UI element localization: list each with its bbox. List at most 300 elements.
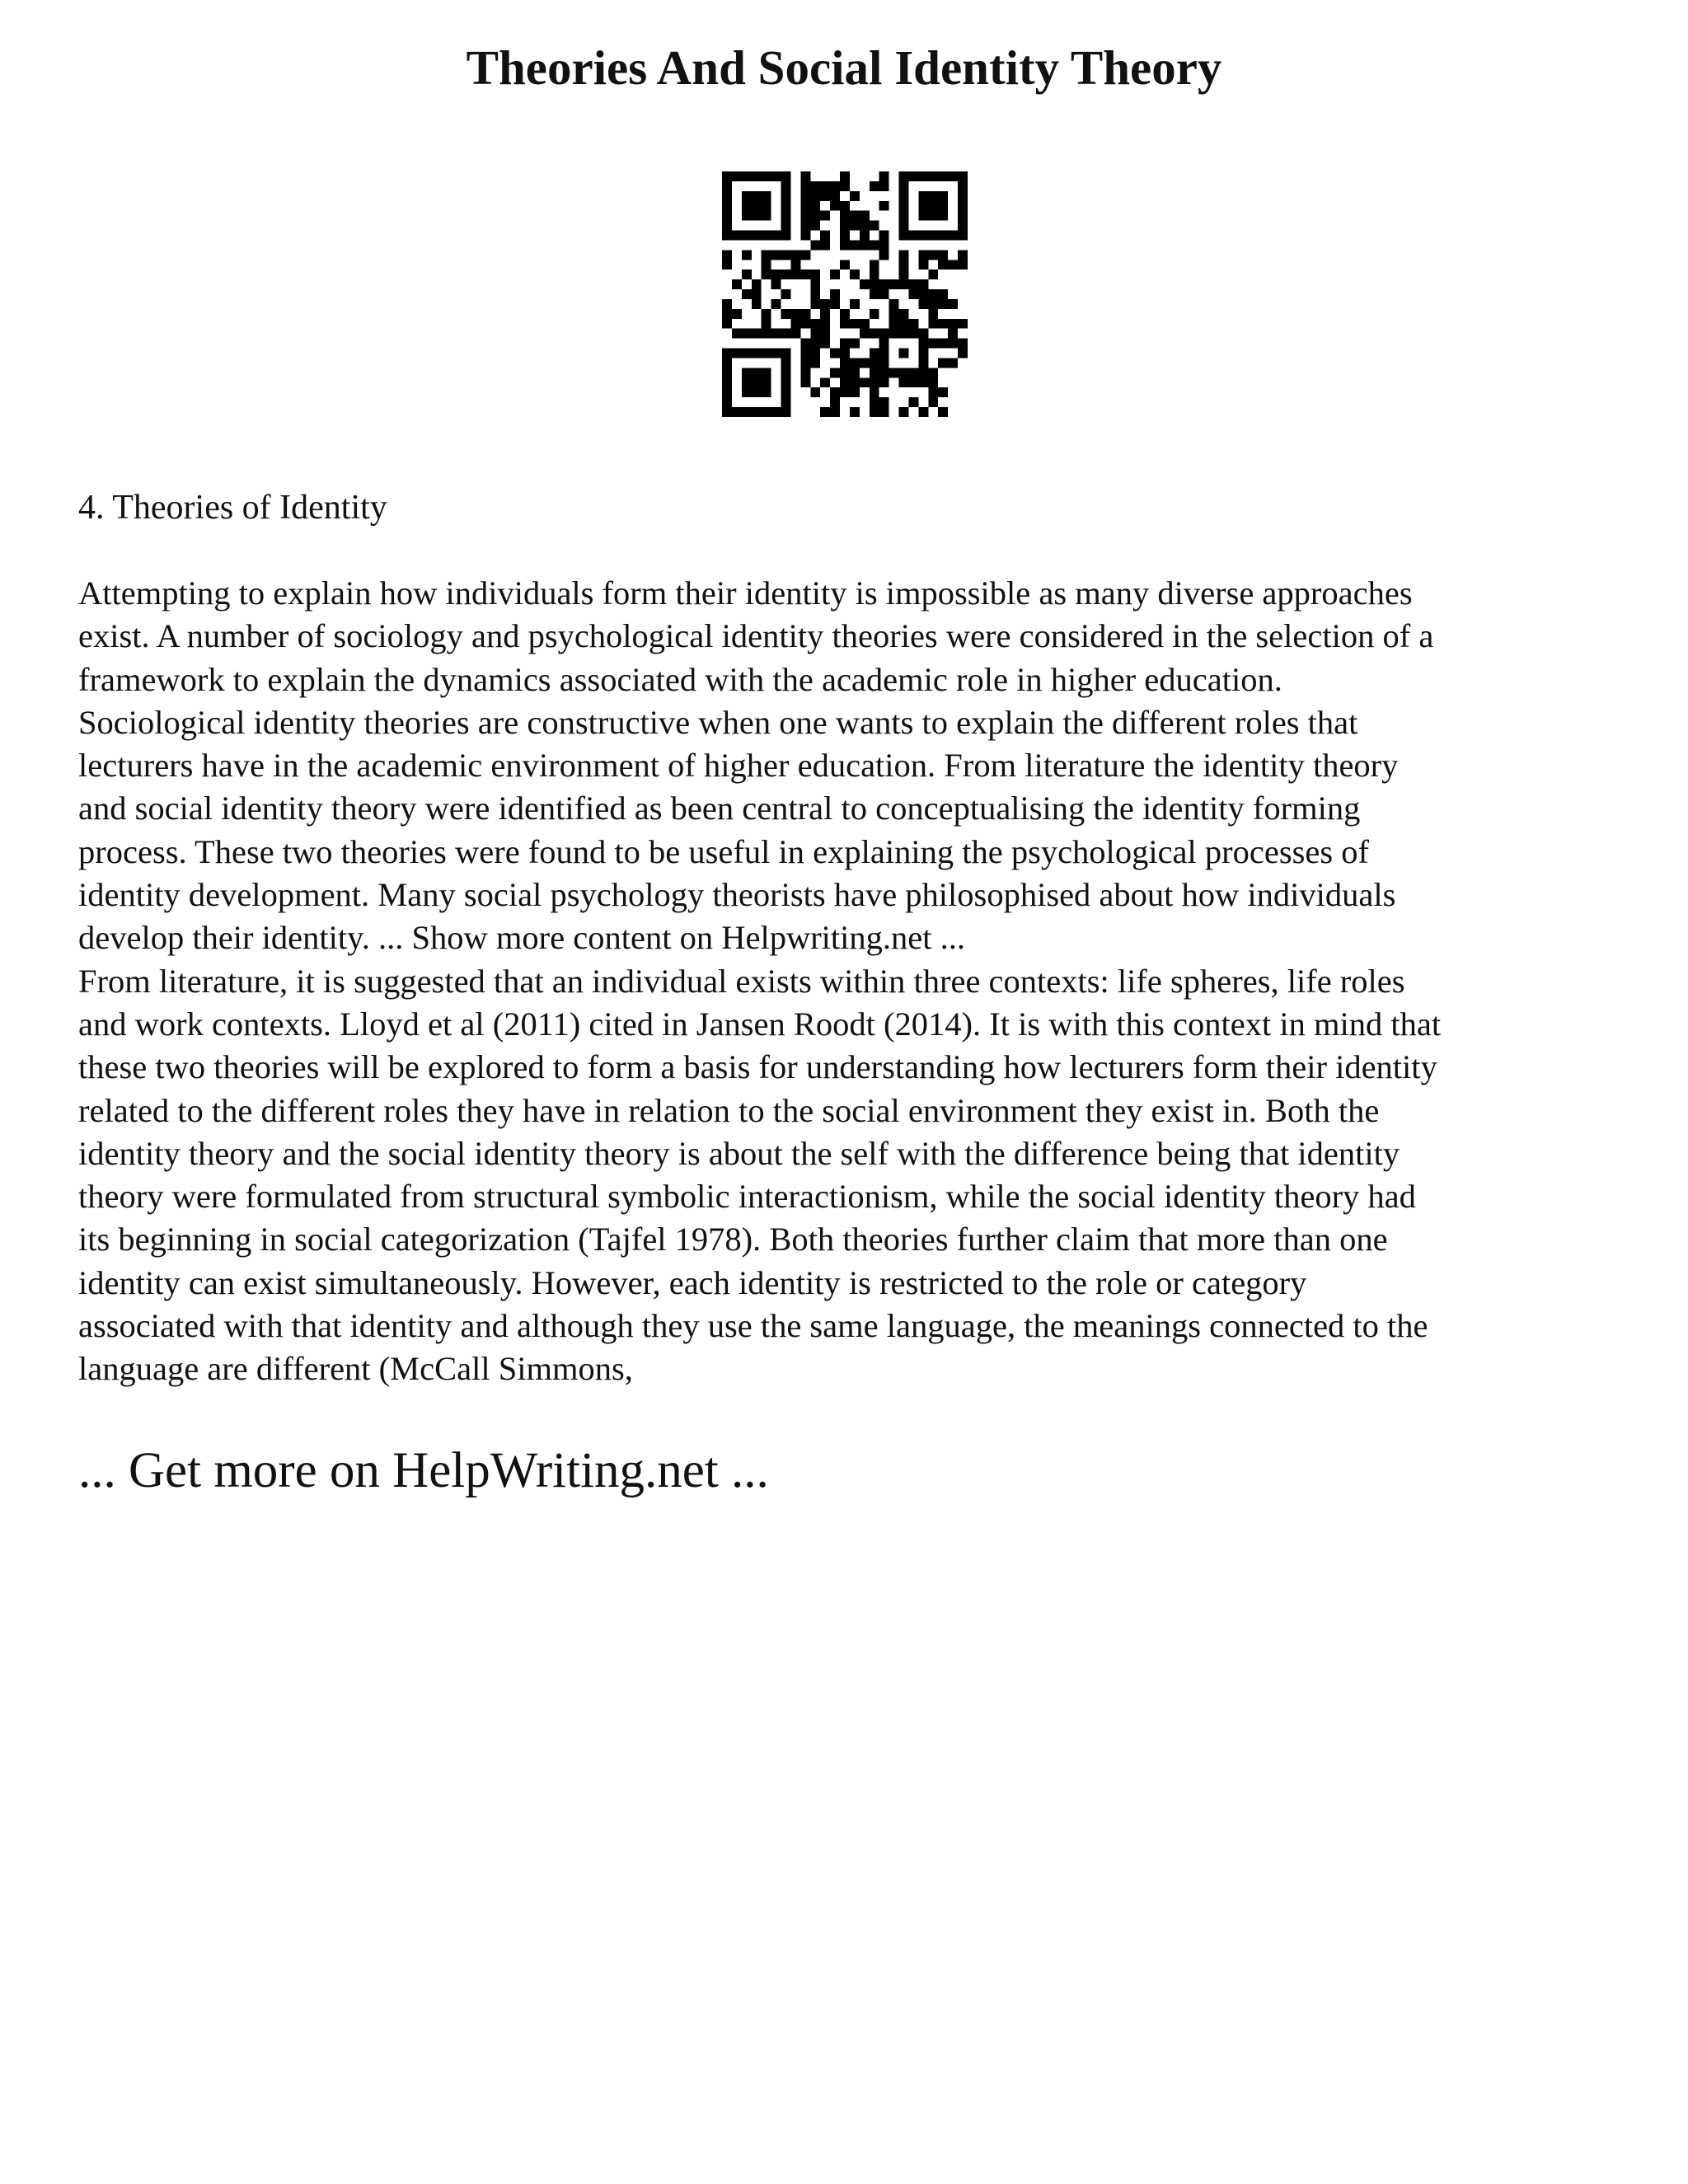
paragraph-line: and social identity theory were identified as been central to conceptualising the identity forming xyxy=(78,790,1361,827)
qr-module xyxy=(948,329,958,339)
qr-module xyxy=(938,260,948,269)
qr-module xyxy=(899,269,909,279)
qr-module xyxy=(850,211,860,221)
qr-module xyxy=(958,349,968,359)
qr-module xyxy=(840,339,850,349)
qr-module xyxy=(762,407,771,417)
qr-module xyxy=(899,191,909,201)
qr-module xyxy=(732,349,742,359)
qr-module xyxy=(762,191,771,201)
qr-module xyxy=(850,377,860,387)
qr-module xyxy=(908,377,918,387)
qr-module xyxy=(820,407,830,417)
paragraph-line: Sociological identity theories are constructive when one wants to explain the different roles that xyxy=(78,703,1358,741)
qr-module xyxy=(850,240,860,250)
qr-module xyxy=(722,407,732,417)
qr-module xyxy=(928,319,938,329)
qr-module xyxy=(752,368,762,377)
qr-module xyxy=(879,339,889,349)
paragraph-line: its beginning in social categorization (Tajfel 1978). Both theories further claim that more than one xyxy=(78,1221,1388,1258)
qr-module xyxy=(742,329,752,339)
qr-module xyxy=(938,231,948,241)
qr-module xyxy=(800,319,810,329)
qr-module xyxy=(958,260,968,269)
qr-module xyxy=(752,171,762,181)
qr-module xyxy=(918,250,928,260)
qr-module xyxy=(918,339,928,349)
qr-module xyxy=(938,407,948,417)
qr-module xyxy=(899,260,909,269)
qr-module xyxy=(879,231,889,241)
qr-module xyxy=(722,171,732,181)
qr-module xyxy=(732,171,742,181)
qr-module xyxy=(938,339,948,349)
qr-module xyxy=(732,329,742,339)
qr-module xyxy=(732,231,742,241)
qr-module xyxy=(790,260,800,269)
qr-module xyxy=(722,181,732,191)
qr-module xyxy=(790,329,800,339)
qr-module xyxy=(781,201,791,211)
qr-module xyxy=(889,279,899,289)
qr-module xyxy=(810,211,820,221)
qr-module xyxy=(899,250,909,260)
qr-module xyxy=(928,368,938,377)
qr-module xyxy=(918,407,928,417)
qr-module xyxy=(742,269,752,279)
qr-module xyxy=(752,211,762,221)
qr-module xyxy=(810,279,820,289)
qr-module xyxy=(870,329,879,339)
qr-module xyxy=(742,289,752,299)
paragraph-line: identity development. Many social psychology theorists have philosophised about how individuals xyxy=(78,876,1396,914)
qr-module xyxy=(840,309,850,319)
qr-module xyxy=(928,397,938,407)
qr-module xyxy=(810,299,820,309)
qr-module xyxy=(899,319,909,329)
qr-module xyxy=(820,211,830,221)
qr-module xyxy=(860,231,870,241)
qr-module xyxy=(870,377,879,387)
qr-module xyxy=(840,181,850,191)
qr-module xyxy=(762,201,771,211)
qr-module xyxy=(928,269,938,279)
qr-module xyxy=(742,171,752,181)
qr-module xyxy=(850,299,860,309)
paragraph-line: identity theory and the social identity theory is about the self with the difference being that identity xyxy=(78,1134,1400,1172)
qr-module xyxy=(899,221,909,231)
qr-module xyxy=(771,250,781,260)
qr-module xyxy=(752,387,762,397)
qr-module xyxy=(840,387,850,397)
qr-module xyxy=(918,358,928,368)
qr-module xyxy=(762,260,771,269)
qr-module xyxy=(722,260,732,269)
qr-module xyxy=(958,250,968,260)
qr-module xyxy=(948,299,958,309)
qr-module xyxy=(742,368,752,377)
qr-module xyxy=(790,250,800,260)
qr-module xyxy=(790,269,800,279)
qr-module xyxy=(840,377,850,387)
qr-module xyxy=(752,201,762,211)
qr-module xyxy=(918,279,928,289)
qr-module xyxy=(889,299,899,309)
qr-module xyxy=(781,221,791,231)
qr-module xyxy=(800,250,810,260)
qr-module xyxy=(781,397,791,407)
qr-module xyxy=(958,221,968,231)
qr-module xyxy=(820,309,830,319)
qr-module xyxy=(830,407,840,417)
qr-module xyxy=(771,231,781,241)
qr-module xyxy=(948,231,958,241)
qr-module xyxy=(742,191,752,201)
qr-module xyxy=(800,181,810,191)
qr-module xyxy=(938,299,948,309)
qr-module xyxy=(810,349,820,359)
qr-module xyxy=(752,289,762,299)
qr-module xyxy=(860,221,870,231)
qr-module xyxy=(830,201,840,211)
qr-module xyxy=(722,397,732,407)
qr-module xyxy=(781,181,791,191)
qr-module xyxy=(781,358,791,368)
qr-module xyxy=(820,181,830,191)
qr-module xyxy=(752,329,762,339)
qr-module xyxy=(830,269,840,279)
qr-module xyxy=(948,358,958,368)
qr-module xyxy=(800,368,810,377)
qr-module xyxy=(810,387,820,397)
qr-code-graphic xyxy=(722,171,968,417)
qr-module xyxy=(918,349,928,359)
qr-module xyxy=(771,407,781,417)
qr-module xyxy=(870,289,879,299)
qr-module xyxy=(879,397,889,407)
qr-module xyxy=(899,407,909,417)
qr-module xyxy=(752,299,762,309)
qr-module xyxy=(958,319,968,329)
qr-module xyxy=(918,260,928,269)
qr-module xyxy=(870,309,879,319)
qr-module xyxy=(810,201,820,211)
qr-module xyxy=(850,368,860,377)
qr-module xyxy=(850,358,860,368)
qr-module xyxy=(908,171,918,181)
qr-module xyxy=(830,299,840,309)
qr-module xyxy=(850,221,860,231)
qr-module xyxy=(870,181,879,191)
qr-module xyxy=(899,368,909,377)
qr-module xyxy=(800,309,810,319)
qr-module xyxy=(800,377,810,387)
qr-module xyxy=(928,387,938,397)
qr-module xyxy=(840,260,850,269)
qr-module xyxy=(810,191,820,201)
paragraph-line: From literature, it is suggested that an individual exists within three contexts: life spheres, life roles xyxy=(78,962,1405,1000)
qr-module xyxy=(722,319,732,329)
qr-module xyxy=(938,211,948,221)
qr-module xyxy=(938,171,948,181)
qr-module xyxy=(742,250,752,260)
qr-module xyxy=(800,211,810,221)
qr-module xyxy=(762,349,771,359)
qr-module xyxy=(800,269,810,279)
qr-module xyxy=(810,181,820,191)
qr-module xyxy=(830,397,840,407)
qr-module xyxy=(928,191,938,201)
qr-module xyxy=(722,250,732,260)
qr-module xyxy=(928,211,938,221)
qr-module xyxy=(722,377,732,387)
qr-module xyxy=(899,309,909,319)
qr-module xyxy=(908,397,918,407)
qr-module xyxy=(840,201,850,211)
qr-module xyxy=(948,319,958,329)
qr-module xyxy=(850,339,860,349)
qr-module xyxy=(908,319,918,329)
qr-module xyxy=(899,171,909,181)
qr-module xyxy=(899,279,909,289)
qr-module xyxy=(810,240,820,250)
qr-module xyxy=(742,231,752,241)
qr-module xyxy=(771,279,781,289)
qr-module xyxy=(810,289,820,299)
qr-module xyxy=(732,407,742,417)
qr-module xyxy=(781,349,791,359)
qr-module xyxy=(870,407,879,417)
qr-module xyxy=(918,299,928,309)
qr-module xyxy=(790,319,800,329)
paragraph-1 xyxy=(78,572,1628,960)
qr-module xyxy=(722,231,732,241)
qr-module xyxy=(879,377,889,387)
qr-module xyxy=(870,349,879,359)
qr-module xyxy=(781,191,791,201)
qr-module xyxy=(879,289,889,299)
qr-module xyxy=(840,171,850,181)
qr-module xyxy=(722,221,732,231)
qr-module xyxy=(928,299,938,309)
qr-module xyxy=(879,181,889,191)
paragraph-line: exist. A number of sociology and psychological identity theories were considered in the selection of a xyxy=(78,617,1434,655)
qr-module xyxy=(860,358,870,368)
qr-module xyxy=(790,309,800,319)
qr-module xyxy=(722,299,732,309)
qr-module xyxy=(800,349,810,359)
qr-module xyxy=(762,269,771,279)
qr-module xyxy=(781,387,791,397)
qr-module xyxy=(860,279,870,289)
qr-module xyxy=(879,358,889,368)
qr-module xyxy=(722,387,732,397)
qr-module xyxy=(762,171,771,181)
qr-module xyxy=(850,269,860,279)
qr-module xyxy=(918,329,928,339)
qr-module xyxy=(928,201,938,211)
paragraph-line: these two theories will be explored to form a basis for understanding how lecturers form their identity xyxy=(78,1048,1437,1086)
qr-module xyxy=(762,368,771,377)
qr-module xyxy=(860,377,870,387)
qr-module xyxy=(810,339,820,349)
qr-module xyxy=(781,377,791,387)
qr-module xyxy=(810,221,820,231)
qr-module xyxy=(889,309,899,319)
qr-module xyxy=(781,309,791,319)
qr-module xyxy=(722,309,732,319)
qr-module xyxy=(908,329,918,339)
qr-module xyxy=(800,339,810,349)
qr-module xyxy=(948,260,958,269)
paragraph-line: process. These two theories were found to be useful in explaining the psychological processes of xyxy=(78,832,1369,870)
qr-module xyxy=(722,368,732,377)
qr-module xyxy=(820,191,830,201)
qr-module xyxy=(860,329,870,339)
qr-module xyxy=(948,339,958,349)
qr-module xyxy=(771,329,781,339)
qr-module xyxy=(958,201,968,211)
qr-module xyxy=(722,349,732,359)
qr-module xyxy=(781,289,791,299)
qr-module xyxy=(732,279,742,289)
qr-module xyxy=(958,171,968,181)
qr-module xyxy=(958,191,968,201)
qr-module xyxy=(879,240,889,250)
section-heading: 4. Theories of Identity xyxy=(78,489,387,527)
qr-module xyxy=(938,358,948,368)
qr-code-icon xyxy=(722,171,968,417)
qr-module xyxy=(870,397,879,407)
qr-module xyxy=(850,319,860,329)
qr-module xyxy=(722,191,732,201)
paragraph-line: theory were formulated from structural symbolic interactionism, while the social identity theory had xyxy=(78,1178,1416,1216)
qr-module xyxy=(850,387,860,397)
qr-module xyxy=(908,231,918,241)
qr-module xyxy=(870,358,879,368)
qr-module xyxy=(899,329,909,339)
qr-module xyxy=(830,349,840,359)
qr-module xyxy=(820,329,830,339)
paragraph-line: language are different (McCall Simmons, xyxy=(78,1350,633,1388)
qr-module xyxy=(830,289,840,299)
qr-module xyxy=(771,299,781,309)
paragraph-line: and work contexts. Lloyd et al (2011) cited in Jansen Roodt (2014). It is with this context in mind that xyxy=(78,1005,1442,1043)
qr-module xyxy=(810,269,820,279)
qr-module xyxy=(781,250,791,260)
qr-module xyxy=(722,201,732,211)
qr-module xyxy=(820,299,830,309)
qr-module xyxy=(771,269,781,279)
qr-module xyxy=(860,319,870,329)
qr-module xyxy=(781,231,791,241)
qr-module xyxy=(938,319,948,329)
qr-module xyxy=(840,221,850,231)
qr-module xyxy=(820,377,830,387)
qr-module xyxy=(899,211,909,221)
qr-module xyxy=(742,387,752,397)
qr-module xyxy=(958,339,968,349)
qr-module xyxy=(928,231,938,241)
paragraph-line: framework to explain the dynamics associated with the academic role in higher education. xyxy=(78,660,1282,698)
qr-module xyxy=(732,309,742,319)
qr-module xyxy=(752,279,762,289)
qr-module xyxy=(948,171,958,181)
qr-module xyxy=(958,181,968,191)
qr-module xyxy=(820,339,830,349)
qr-module xyxy=(781,368,791,377)
qr-module xyxy=(800,231,810,241)
qr-module xyxy=(820,240,830,250)
qr-module xyxy=(752,407,762,417)
qr-module xyxy=(860,211,870,221)
qr-module xyxy=(958,211,968,221)
qr-module xyxy=(781,269,791,279)
qr-module xyxy=(850,407,860,417)
paragraph-line: associated with that identity and although they use the same language, the meanings connected to the xyxy=(78,1307,1428,1345)
qr-module xyxy=(870,240,879,250)
qr-module xyxy=(889,329,899,339)
qr-module xyxy=(870,279,879,289)
qr-module xyxy=(899,181,909,191)
paragraph-line: related to the different roles they have in relation to the social environment they exist in. Both the xyxy=(78,1091,1380,1129)
qr-module xyxy=(889,319,899,329)
qr-module xyxy=(752,191,762,201)
qr-module xyxy=(742,201,752,211)
qr-module xyxy=(742,407,752,417)
qr-module xyxy=(781,211,791,221)
qr-module xyxy=(928,171,938,181)
qr-module xyxy=(830,181,840,191)
qr-module xyxy=(889,368,899,377)
qr-module xyxy=(800,221,810,231)
qr-module xyxy=(800,191,810,201)
qr-module xyxy=(879,171,889,181)
qr-module xyxy=(722,358,732,368)
qr-module xyxy=(820,319,830,329)
qr-module xyxy=(810,358,820,368)
qr-module xyxy=(938,289,948,299)
qr-module xyxy=(918,201,928,211)
qr-module xyxy=(879,349,889,359)
qr-module xyxy=(870,260,879,269)
qr-module xyxy=(938,191,948,201)
qr-module xyxy=(928,377,938,387)
qr-module xyxy=(908,279,918,289)
qr-module xyxy=(830,368,840,377)
qr-module xyxy=(781,329,791,339)
qr-module xyxy=(860,240,870,250)
qr-module xyxy=(918,377,928,387)
paragraph-line: identity can exist simultaneously. However, each identity is restricted to the role or category xyxy=(78,1263,1307,1301)
qr-module xyxy=(752,377,762,387)
qr-module xyxy=(870,269,879,279)
qr-module xyxy=(938,201,948,211)
get-more-link[interactable]: ... Get more on HelpWriting.net ... xyxy=(78,1443,769,1498)
qr-module xyxy=(928,339,938,349)
qr-module xyxy=(870,387,879,397)
qr-module xyxy=(850,191,860,201)
qr-module xyxy=(840,349,850,359)
qr-module xyxy=(810,329,820,339)
qr-module xyxy=(762,377,771,387)
qr-module xyxy=(918,368,928,377)
paragraph-2 xyxy=(78,960,1628,1391)
qr-module xyxy=(752,231,762,241)
qr-module xyxy=(938,250,948,260)
paragraph-line: develop their identity. ... Show more content on Helpwriting.net ... xyxy=(78,919,966,957)
qr-module xyxy=(870,368,879,377)
